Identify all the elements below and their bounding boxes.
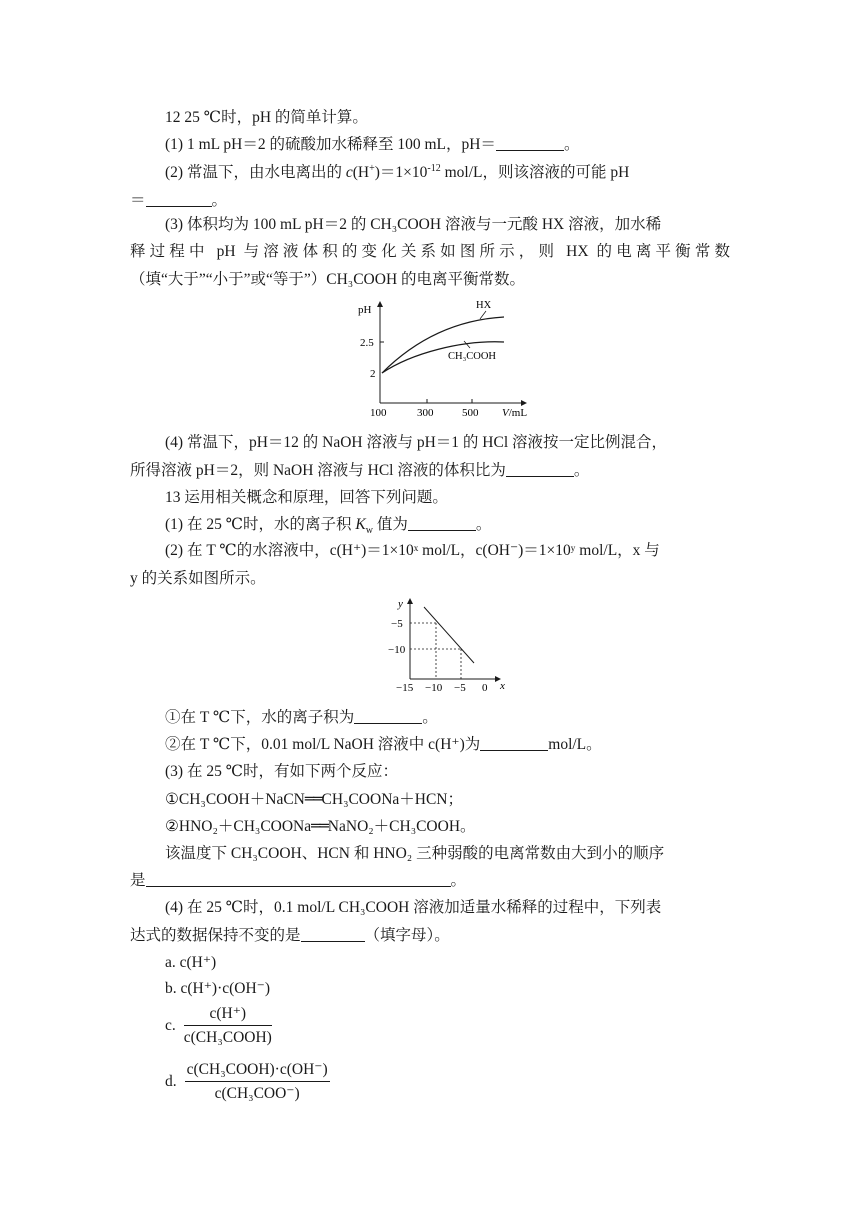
x-tick-label: −15: [396, 682, 414, 694]
q12-part3-line2: 释过程中 pH 与溶液体积的变化关系如图所示，则 HX 的电离平衡常数: [130, 243, 730, 260]
hx-label-leader: [480, 311, 486, 319]
q12-part3-line1: (3) 体积均为 100 mL pH＝2 的 CH₃COOH 溶液与一元酸 HX 溶液，加水稀: [165, 216, 662, 233]
ch3cooh-label: CH₃COOH: [448, 351, 496, 362]
x-axis-label: V/mL: [502, 407, 528, 419]
q12-stem: 12 25 ℃时，pH 的简单计算。: [165, 109, 368, 126]
reaction-2: ②HNO₂＋CH₃COONa══NaNO₂＋CH₃COOH。: [165, 817, 476, 835]
x-axis-label: x: [500, 680, 505, 692]
q13-part3-stem: (3) 在 25 ℃时，有如下两个反应：: [165, 763, 399, 780]
answer-blank[interactable]: [506, 461, 574, 477]
q13-part2-sub2: ②在 T ℃下，0.01 mol/L NaOH 溶液中 c(H⁺)为 mol/L。: [165, 736, 602, 753]
x-tick-label: 300: [417, 407, 434, 419]
y-tick-label: 2: [370, 368, 376, 380]
option-d: d. $\frac{\text{c(CH₃COOH)·c(OH⁻)}}{\text{c(CH₃COO⁻)}}$: [165, 1061, 328, 1102]
x-tick-label: 0: [482, 682, 488, 694]
q13-part2-line2: y 的关系如图所示。: [130, 570, 266, 587]
q12-part2-line2: ＝ 。: [130, 192, 228, 209]
option-b: b. c(H⁺)·c(OH⁻): [165, 980, 271, 997]
q13-part2-line1: (2) 在 T ℃的水溶液中，c(H⁺)＝1×10ˣ mol/L，c(OH⁻)＝1×10ʸ mol/L，x 与: [165, 542, 660, 559]
answer-blank[interactable]: [146, 871, 451, 887]
x-tick-label: −10: [425, 682, 443, 694]
relation-line: [424, 607, 474, 663]
x-tick-label: −5: [454, 682, 466, 694]
x-tick-label: 500: [462, 407, 479, 419]
answer-blank[interactable]: [354, 708, 422, 724]
answer-blank[interactable]: [496, 135, 564, 151]
q12-part3-line3: （填“大于”“小于”或“等于”）CH₃COOH 的电离平衡常数。: [130, 271, 526, 288]
reaction-1: ①CH₃COOH＋NaCN══CH₃COONa＋HCN；: [165, 790, 463, 808]
q13-part1: (1) 在 25 ℃时，水的离子积 $K_w$ 值为 。: [165, 516, 492, 537]
q12-part2-line1: (2) 常温下，由水电离出的 $c(H^+)=1\times 10^{-12}$ mol/L，则该溶液的可能 pH: [165, 162, 630, 181]
y-axis-label: y: [398, 598, 403, 610]
answer-blank[interactable]: [146, 191, 212, 207]
answer-blank[interactable]: [408, 515, 476, 531]
q12-part4-line1: (4) 常温下，pH＝12 的 NaOH 溶液与 pH＝1 的 HCl 溶液按一定比例混合，: [165, 434, 668, 451]
q13-stem: 13 运用相关概念和原理，回答下列问题。: [165, 489, 448, 506]
q13-part3-line1: 该温度下 CH₃COOH、HCN 和 HNO₂ 三种弱酸的电离常数由大到小的顺序: [165, 845, 665, 862]
y-tick-label: −10: [388, 644, 406, 656]
hx-label: HX: [476, 300, 492, 311]
y-tick-label: −5: [391, 618, 403, 630]
option-c: c. $\frac{c(H^+)}{\text{c(CH₃COOH)}}$: [165, 1005, 272, 1046]
q13-part4-line2: 达式的数据保持不变的是 （填字母）。: [130, 927, 450, 944]
q12-part4-line2: 所得溶液 pH＝2，则 NaOH 溶液与 HCl 溶液的体积比为 。: [130, 462, 590, 479]
q13-part2-sub1: ①在 T ℃下，水的离子积为 。: [165, 709, 438, 726]
x-tick-label: 100: [370, 407, 387, 419]
answer-blank[interactable]: [301, 926, 365, 942]
q13-part4-line1: (4) 在 25 ℃时，0.1 mol/L CH₃COOH 溶液加适量水稀释的过程中，下列表: [165, 899, 662, 916]
fraction: $\frac{\text{c(CH₃COOH)·c(OH⁻)}}{\text{c(CH₃COO⁻)}}$: [186, 1061, 328, 1102]
q12-part1: (1) 1 mL pH＝2 的硫酸加水稀释至 100 mL，pH＝ 。: [165, 136, 580, 153]
fraction: $\frac{c(H^+)}{\text{c(CH₃COOH)}}$: [183, 1005, 272, 1046]
y-axis-label: pH: [358, 304, 372, 316]
y-tick-label: 2.5: [360, 337, 374, 349]
ph-volume-chart: [352, 298, 542, 422]
hx-curve: [382, 317, 504, 373]
answer-blank[interactable]: [480, 735, 548, 751]
xy-relation-chart: [388, 595, 510, 695]
q13-part3-line2: 是 。: [130, 872, 467, 889]
option-a: a. c(H⁺): [165, 954, 217, 971]
